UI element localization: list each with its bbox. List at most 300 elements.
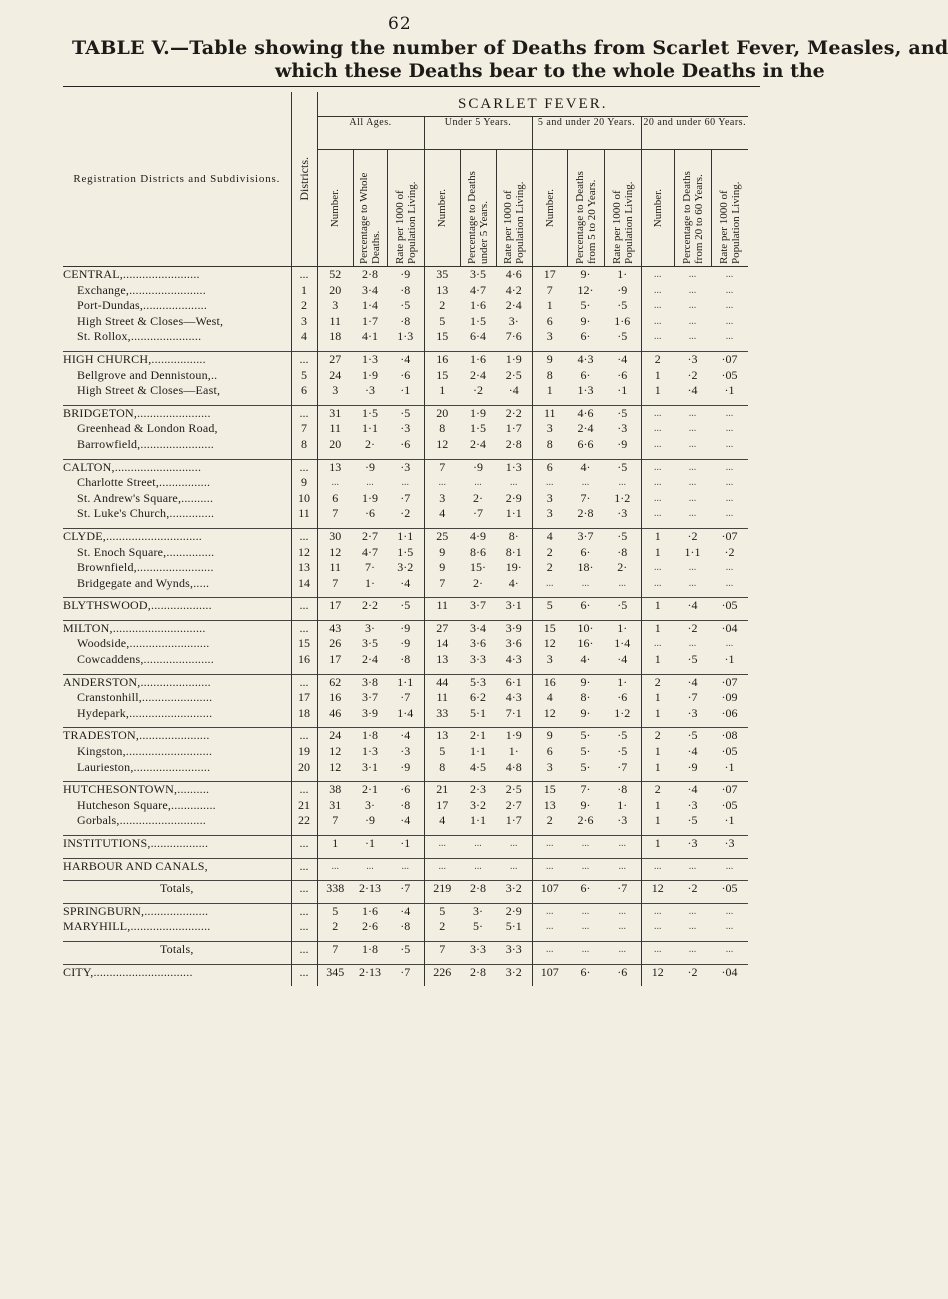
value-cell: ·09 [721,690,738,705]
value-cell: 3·3 [496,941,532,957]
column-header-text: Rate per 1000 of Population Living. [502,181,526,264]
value-cell: ·1 [400,383,411,398]
value-cell: ·9 [400,636,411,651]
value-cell: 7· [567,782,604,798]
table-row [63,782,748,798]
value-cell: 7·1 [505,705,522,720]
value-cell: 4 [424,813,460,829]
region-title-header [63,92,291,267]
value-cell: ·4 [400,575,411,590]
district-number: 4 [291,329,317,345]
table-row [63,744,748,760]
spacer-cell [641,980,674,986]
value-cell: 107 [532,881,567,897]
value-cell: 10· [567,620,604,636]
value-cell: 6· [567,598,604,614]
value-cell: 11 [317,314,353,330]
district-name: BRIDGETON,....................... [63,405,291,421]
value-cell: 12 [317,545,353,561]
value-cell: ·3 [365,383,375,398]
district-name: SPRINGBURN,.................... [63,903,291,919]
district-name: Totals, [63,881,291,897]
table-row [63,528,748,544]
value-cell: ... [688,508,697,520]
district-name: St. Enoch Square,............... [77,544,215,559]
value-cell: 4·6 [496,267,532,283]
value-cell: 3· [365,797,375,812]
value-cell: 6· [580,544,591,559]
table-row [63,491,748,507]
value-cell: ·05 [721,367,738,382]
value-cell: ... [510,477,518,489]
value-cell: 15 [424,368,460,384]
value-cell: 27 [424,620,460,636]
value-cell: 3 [532,329,567,345]
spacer-cell [424,980,460,986]
table-row [63,690,748,706]
value-cell: 2 [532,813,567,829]
value-cell: 3· [460,903,496,919]
value-cell: 15 [532,782,567,798]
totals-row [63,881,748,897]
value-cell: 3·4 [460,620,496,636]
value-cell: 2·4 [505,298,522,313]
value-cell: 15 [424,329,460,345]
value-cell: ·3 [687,797,698,812]
district-number: 3 [291,314,317,330]
value-cell: ·4 [674,674,711,690]
column-header-text: Rate per 1000 of Population Living. [610,181,635,264]
table-row [63,964,748,980]
value-cell: ... [581,921,590,933]
district-number: 17 [291,690,317,706]
value-cell: ... [641,329,674,345]
value-cell: 8 [424,760,460,776]
value-cell: ·3 [617,813,628,828]
group-5-to-20: 5 and under 20 Years. [532,117,641,150]
value-cell: ·4 [387,351,424,367]
value-cell: 2·9 [496,903,532,919]
table-row [63,368,748,384]
value-cell: 7· [365,560,375,575]
value-cell: 1·7 [362,313,378,328]
value-cell: 21 [424,782,460,798]
value-cell: 2 [424,298,460,314]
spacer-cell [387,980,424,986]
district-number: 7 [291,421,317,437]
value-cell: 1· [604,674,641,690]
value-cell: 1·3 [577,383,594,398]
value-cell: ... [641,858,674,874]
value-cell: 5 [317,903,353,919]
district-name: Cowcaddens,...................... [77,652,214,667]
value-cell: ... [688,638,697,650]
value-cell: 13 [424,283,460,299]
district-number: 21 [291,798,317,814]
value-cell: 226 [424,964,460,980]
table-row [63,475,748,491]
value-cell: ·4 [674,782,711,798]
value-cell: 3·7 [362,690,378,705]
district-number: ... [291,598,317,614]
value-cell: 38 [317,782,353,798]
value-cell: ·4 [604,351,641,367]
table-row [63,813,748,829]
value-cell: 9 [424,560,460,576]
value-cell: ·4 [674,598,711,614]
value-cell: ·05 [711,598,748,614]
value-cell: ·9 [387,620,424,636]
value-cell: 2·7 [505,797,522,812]
value-cell: 6· [567,964,604,980]
value-cell: 31 [317,798,353,814]
value-cell: ... [688,921,697,933]
value-cell: 9 [532,728,567,744]
table-row [63,636,748,652]
value-cell: ·4 [387,903,424,919]
value-cell: ... [567,836,604,852]
table-row [63,858,748,874]
value-cell: ... [604,941,641,957]
value-cell: ·9 [365,813,375,828]
region-title-text: Registration Districts and Subdivisions. [73,173,281,185]
district-number: ... [291,964,317,980]
value-cell: 12· [577,282,594,297]
value-cell: ·2 [400,506,411,521]
district-number: 1 [291,283,317,299]
value-cell: 5·1 [470,705,486,720]
value-cell: 107 [532,964,567,980]
value-cell: ... [496,858,532,874]
value-cell: ·5 [387,405,424,421]
spacer-cell [567,980,604,986]
value-cell: ... [674,459,711,475]
spacer-cell [460,980,496,986]
value-cell: 2·4 [577,421,594,436]
value-cell: 16 [532,674,567,690]
value-cell: ·6 [604,964,641,980]
value-cell: ... [725,423,734,435]
value-cell: 6 [532,314,567,330]
value-cell: 3 [532,506,567,522]
value-cell: 1·1 [387,528,424,544]
value-cell: 4· [567,459,604,475]
value-cell: 2·8 [577,506,594,521]
district-name: HARBOUR AND CANALS, [63,858,291,874]
value-cell: ... [532,858,567,874]
value-cell: ·07 [711,674,748,690]
value-cell: 5 [532,598,567,614]
value-cell: ... [567,903,604,919]
value-cell: 4·3 [505,652,522,667]
value-cell: 12 [424,437,460,453]
value-cell: 62 [317,674,353,690]
value-cell: 17 [317,652,353,668]
value-cell: 1·3 [353,351,387,367]
district-number: 18 [291,706,317,722]
value-cell: 2 [641,674,674,690]
value-cell: ·3 [674,351,711,367]
value-cell: 24 [317,368,353,384]
spacer-cell [532,980,567,986]
value-cell: ... [688,284,697,296]
table-row [63,706,748,722]
value-cell: 8 [532,368,567,384]
district-name: Greenhead & London Road, [77,421,218,436]
value-cell: ·6 [400,367,411,382]
value-cell: 5 [424,744,460,760]
value-cell: 1·7 [505,813,522,828]
table-row [63,760,748,776]
district-number: 14 [291,576,317,592]
value-cell: ... [725,638,734,650]
value-cell: ·9 [460,459,496,475]
column-header [317,150,353,267]
column-header-text: Percentage to Whole Deaths. [358,172,382,264]
table-row [63,545,748,561]
value-cell: ... [366,477,374,489]
table-row [63,798,748,814]
title-rule [63,86,760,87]
value-cell: 2·1 [353,782,387,798]
value-cell: 2 [532,545,567,561]
table-title-line2: which these Deaths bear to the whole Deaths in the [275,60,825,82]
value-cell: ·5 [687,813,698,828]
value-cell: ... [496,836,532,852]
value-cell: 1·8 [353,728,387,744]
table-row [63,674,748,690]
value-cell: ... [674,941,711,957]
value-cell: 7 [424,941,460,957]
value-cell: 7 [424,459,460,475]
value-cell: 8 [424,421,460,437]
column-header-text: Percentage to Deaths under 5 Years. [466,171,490,264]
district-number: ... [291,728,317,744]
value-cell: ·04 [711,620,748,636]
value-cell: 1·4 [614,636,631,651]
value-cell: 6 [317,491,353,507]
value-cell: 15· [470,560,486,575]
table-row [63,576,748,592]
value-cell: 2·8 [460,881,496,897]
value-cell: 4 [532,528,567,544]
page-number: 62 [388,14,412,34]
value-cell: 1 [641,368,674,384]
value-cell: 1·7 [505,421,522,436]
value-cell: ·2 [724,544,735,559]
value-cell: ·7 [400,490,411,505]
district-name: HUTCHESONTOWN,.......... [63,782,291,798]
value-cell: ·4 [687,744,698,759]
spacer-cell [674,980,711,986]
value-cell: ·1 [724,759,735,774]
value-cell: 1·4 [362,298,378,313]
value-cell: ... [317,858,353,874]
value-cell: 3· [508,313,519,328]
value-cell: 3·3 [460,941,496,957]
value-cell: 11 [424,598,460,614]
value-cell: 17 [424,798,460,814]
value-cell: 9· [567,267,604,283]
value-cell: 46 [317,706,353,722]
table-row [63,560,748,576]
value-cell: ... [641,314,674,330]
spacer-cell [711,980,748,986]
spacer-cell [353,980,387,986]
value-cell: ... [725,300,734,312]
value-cell: ·4 [400,813,411,828]
value-cell: 1 [641,545,674,561]
value-cell: ... [567,858,604,874]
district-number: ... [291,405,317,421]
value-cell: 1· [604,267,641,283]
value-cell: ·1 [617,383,628,398]
table-row [63,283,748,299]
value-cell: ·3 [687,705,698,720]
value-cell: ·8 [604,782,641,798]
district-name: High Street & Closes—West, [77,313,224,328]
value-cell: ... [725,438,734,450]
value-cell: ... [688,562,697,574]
value-cell: ·5 [387,598,424,614]
district-number: 22 [291,813,317,829]
value-cell: 8· [496,528,532,544]
column-header [674,150,711,267]
value-cell: 18 [317,329,353,345]
value-cell: ·7 [387,964,424,980]
value-cell: 2·9 [505,490,522,505]
value-cell: 7 [317,506,353,522]
value-cell: ... [532,903,567,919]
value-cell: ... [474,477,482,489]
value-cell: 2·8 [353,267,387,283]
value-cell: 13 [424,728,460,744]
value-cell: 16· [577,636,594,651]
value-cell: ... [317,475,353,491]
value-cell: ·04 [711,964,748,980]
table-row [63,919,748,935]
column-header [711,150,748,267]
value-cell: 2 [641,728,674,744]
value-cell: 4·9 [460,528,496,544]
value-cell: 2· [365,436,375,451]
row-spacer [63,980,748,986]
value-cell: 8 [532,437,567,453]
group-20-to-60: 20 and under 60 Years. [641,117,748,150]
value-cell: ... [581,477,590,489]
value-cell: 12 [641,964,674,980]
value-cell: ... [460,836,496,852]
value-cell: ... [674,267,711,283]
value-cell: 2 [532,560,567,576]
value-cell: ... [641,491,674,507]
district-number: 8 [291,437,317,453]
column-header [604,150,641,267]
value-cell: ... [711,858,748,874]
value-cell: 1·2 [614,705,631,720]
district-number: 20 [291,760,317,776]
value-cell: 12 [532,706,567,722]
value-cell: 1·1 [387,674,424,690]
district-name: CENTRAL,........................ [63,267,291,283]
value-cell: 3·2 [496,881,532,897]
value-cell: 1 [532,298,567,314]
value-cell: ·3 [711,836,748,852]
district-name: HIGH CHURCH,................. [63,351,291,367]
value-cell: ·9 [617,282,628,297]
value-cell: 3·2 [470,797,486,812]
value-cell: ... [641,298,674,314]
value-cell: ·5 [674,728,711,744]
table-row [63,298,748,314]
value-cell: 1 [641,836,674,852]
value-cell: ·4 [687,383,698,398]
value-cell: 7·6 [505,329,522,344]
value-cell: ... [688,300,697,312]
value-cell: 4·7 [362,544,378,559]
value-cell: ·3 [617,506,628,521]
value-cell: 1·3 [362,744,378,759]
value-cell: ... [725,492,734,504]
value-cell: 3·3 [470,652,486,667]
value-cell: 12 [641,881,674,897]
column-header-text: Number. [436,188,448,228]
value-cell: 4·2 [505,282,522,297]
value-cell: 1·9 [460,405,496,421]
value-cell: ... [725,477,734,489]
value-cell: 13 [532,798,567,814]
value-cell: 5· [473,919,483,934]
value-cell: 5 [424,314,460,330]
value-cell: ... [641,405,674,421]
value-cell: ... [641,421,674,437]
district-name: Hydepark,.......................... [77,705,213,720]
value-cell: 13 [317,459,353,475]
value-cell: ·1 [353,836,387,852]
value-cell: 20 [317,283,353,299]
value-cell: 1·6 [460,351,496,367]
value-cell: ... [401,477,409,489]
value-cell: 3·9 [496,620,532,636]
district-name: Totals, [63,941,291,957]
table-row [63,405,748,421]
value-cell: 9· [580,705,591,720]
value-cell: ... [641,283,674,299]
value-cell: ... [532,576,567,592]
table-title-line1: TABLE V.—Table showing the number of Deaths from Scarlet Fever, Measles, and [72,37,948,59]
value-cell: 2·8 [460,964,496,980]
district-number: 12 [291,545,317,561]
value-cell: ·9 [387,267,424,283]
district-number: 16 [291,652,317,668]
value-cell: 1 [641,706,674,722]
value-cell: 1 [641,690,674,706]
value-cell: 24 [317,728,353,744]
value-cell: 12 [317,744,353,760]
district-number: ... [291,267,317,283]
value-cell: ·06 [721,705,738,720]
value-cell: ·4 [387,728,424,744]
value-cell: 12 [317,760,353,776]
spacer-cell [63,980,291,986]
value-cell: 35 [424,267,460,283]
district-number: 13 [291,560,317,576]
district-name: MARYHILL,......................... [63,919,211,934]
value-cell: 3·5 [362,636,378,651]
value-cell: 3 [532,760,567,776]
value-cell: 3 [532,421,567,437]
value-cell: ·6 [365,506,375,521]
